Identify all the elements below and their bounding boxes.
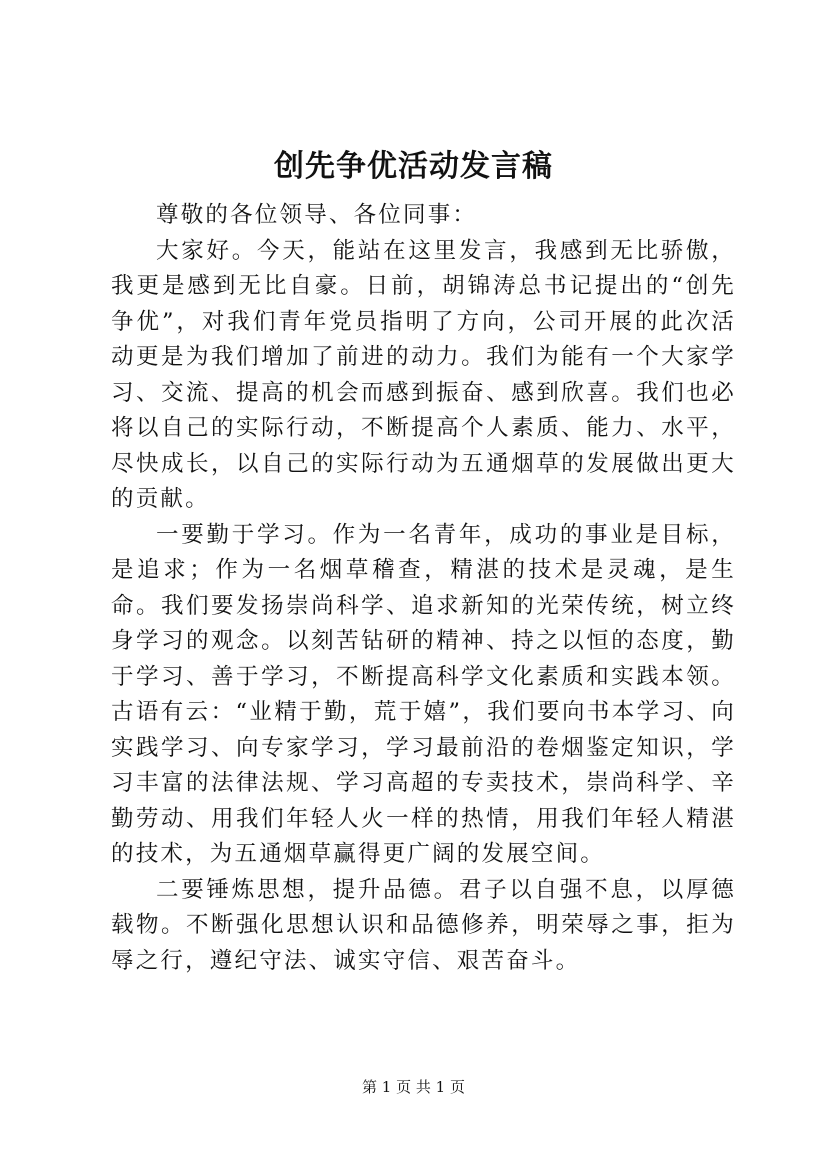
paragraph-greeting: 大家好。今天，能站在这里发言，我感到无比骄傲，我更是感到无比自豪。日前，胡锦涛总书记提出的“创先争优”，对我们青年党员指明了方向，公司开展的此次活动更是为我们增加了前进的动力。我们为能有一个大家学习、交流、提高的机会而感到振奋、感到欣喜。我们也必将以自己的实际行动，不断提高个人素质、能力、水平，尽快成长，以自己的实际行动为五通烟草的发展做出更大的贡献。	[111, 237, 736, 512]
paragraph-study: 一要勤于学习。作为一名青年，成功的事业是目标，是追求；作为一名烟草稽查，精湛的技术是灵魂，是生命。我们要发扬崇尚科学、追求新知的光荣传统，树立终身学习的观念。以刻苦钻研的精神、持之以恒的态度，勤于学习、善于学习，不断提高科学文化素质和实践本领。古语有云：“业精于勤，荒于嬉”，我们要向书本学习、向实践学习、向专家学习，学习最前沿的卷烟鉴定知识，学习丰富的法律法规、学习高超的专卖技术，崇尚科学、辛勤劳动、用我们年轻人火一样的热情，用我们年轻人精湛的技术，为五通烟草赢得更广阔的发展空间。	[111, 521, 736, 867]
document-body	[111, 198, 736, 979]
salutation: 尊敬的各位领导、各位同事：	[156, 202, 478, 228]
paragraph-ethics: 二要锤炼思想，提升品德。君子以自强不息，以厚德载物。不断强化思想认识和品德修养，明荣辱之事，拒为辱之行，遵纪守法、诚实守信、艰苦奋斗。	[111, 876, 736, 974]
document-title: 创先争优活动发言稿	[274, 149, 553, 184]
page-footer: 第 1 页 共 1 页	[362, 1078, 465, 1096]
